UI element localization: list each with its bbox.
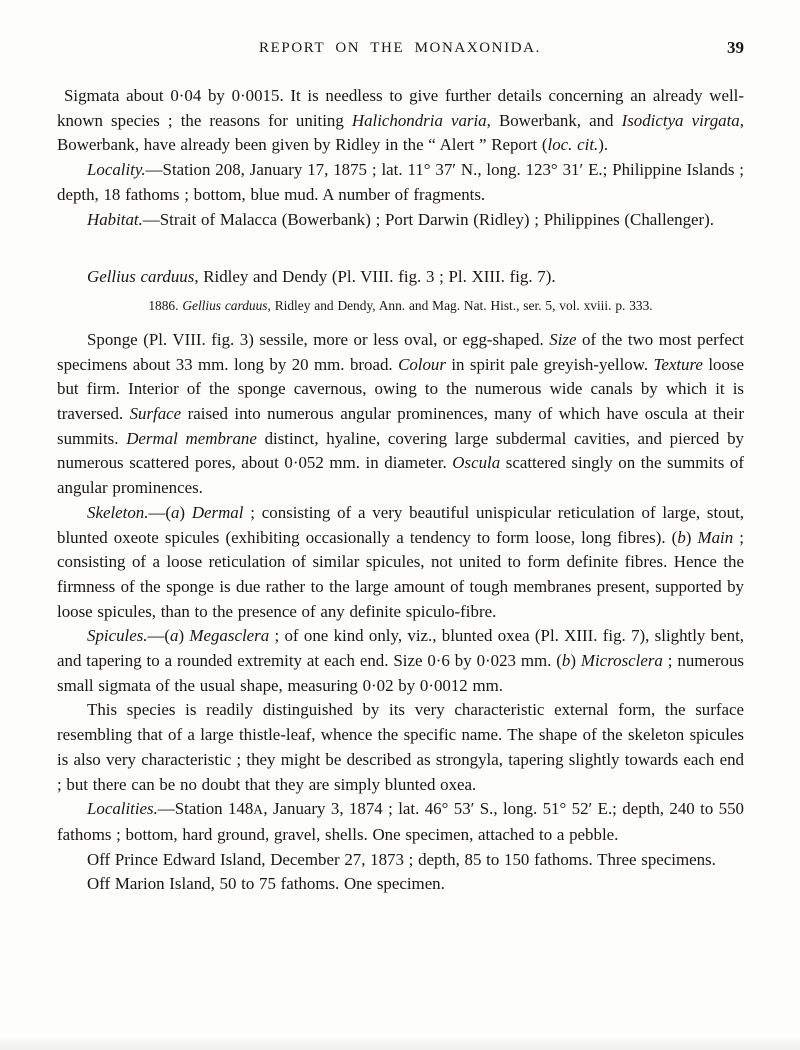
paragraph-description: Sponge (Pl. VIII. fig. 3) sessile, more or less oval, or egg-shaped. Size of the two most perfect specimens about 33 mm. long by 20 mm. broad. Colour in spirit pale greyish-yellow. Texture loose but firm. Interior of the sponge cavernous, owing to the numerous wide canals by which it is traversed. Surface raised into numerous angular prominences, many of which have oscula at their summits. Dermal membrane distinct, hyaline, covering large subdermal cavities, and pierced by numerous scattered pores, about 0·052 mm. in diameter. Oscula scattered singly on the summits of angular prominences. [57,329,745,498]
citation-1886: 1886. Gellius carduus, Ridley and Dendy, Ann. and Mag. Nat. Hist., ser. 5, vol. xviii. p. 333. [148,297,653,313]
running-title: REPORT ON THE MONAXONIDA. [259,40,541,56]
page-header [0,0,800,60]
paragraph-sigmata: Sigmata about 0·04 by 0·0015. It is needless to give further details concerning an already well-known species ; the reasons for uniting Halichondria varia, Bowerbank, and Isodictya virgata, Bowerbank, have already been given by Ridley in the “ Alert ” Report (loc. cit.). [57,86,744,155]
paragraph-remarks: This species is readily distinguished by its very characteristic external form, the surface resembling that of a large thistle-leaf, whence the specific name. The shape of the skeleton spicules is also very characteristic ; they might be described as strongyla, tapering slightly towards each end ; but there can be no doubt that they are simply blunted oxea. [57,700,744,794]
paragraph-spicules: Spicules.—(a) Megasclera ; of one kind only, viz., blunted oxea (Pl. XIII. fig. 7), slightly bent, and tapering to a rounded extremity at each end. Size 0·6 by 0·023 mm. (b) Microsclera ; numerous small sigmata of the usual shape, measuring 0·02 by 0·0012 mm. [57,626,744,695]
paragraph-localities: Localities.—Station 148A, January 3, 1874 ; lat. 46° 53′ S., long. 51° 52′ E.; depth, 240 to 550 fathoms ; bottom, hard ground, gravel, shells. One specimen, attached to a pebble. [57,799,744,844]
paragraph-locality: Locality.—Station 208, January 17, 1875 ; lat. 11° 37′ N., long. 123° 31′ E.; Philippine Islands ; depth, 18 fathoms ; bottom, blue mud. A number of fragments. [57,160,744,204]
paragraph-habitat: Habitat.—Strait of Malacca (Bowerbank) ; Port Darwin (Ridley) ; Philippines (Challenger). [87,209,715,229]
page-body [57,84,744,897]
paragraph-marion-island: Off Marion Island, 50 to 75 fathoms. One specimen. [87,874,445,894]
paragraph-prince-edward-island: Off Prince Edward Island, December 27, 1873 ; depth, 85 to 150 fathoms. Three specimens. [87,849,716,869]
species-heading-gellius-carduus: Gellius carduus, Ridley and Dendy (Pl. VIII. fig. 3 ; Pl. XIII. fig. 7). [87,267,556,287]
paragraph-skeleton: Skeleton.—(a) Dermal ; consisting of a very beautiful unispicular reticulation of large, stout, blunted oxeote spicules (exhibiting occasionally a tendency to form loose, long fibres). (b) Main ; consisting of a loose reticulation of similar spicules, not united to form definite fibres. Hence the firmness of the sponge is due rather to the large amount of tough membranes present, supported by loose spicules, than to the presence of any definite spiculo-fibre. [57,502,744,621]
page-number: 39 [727,38,744,57]
